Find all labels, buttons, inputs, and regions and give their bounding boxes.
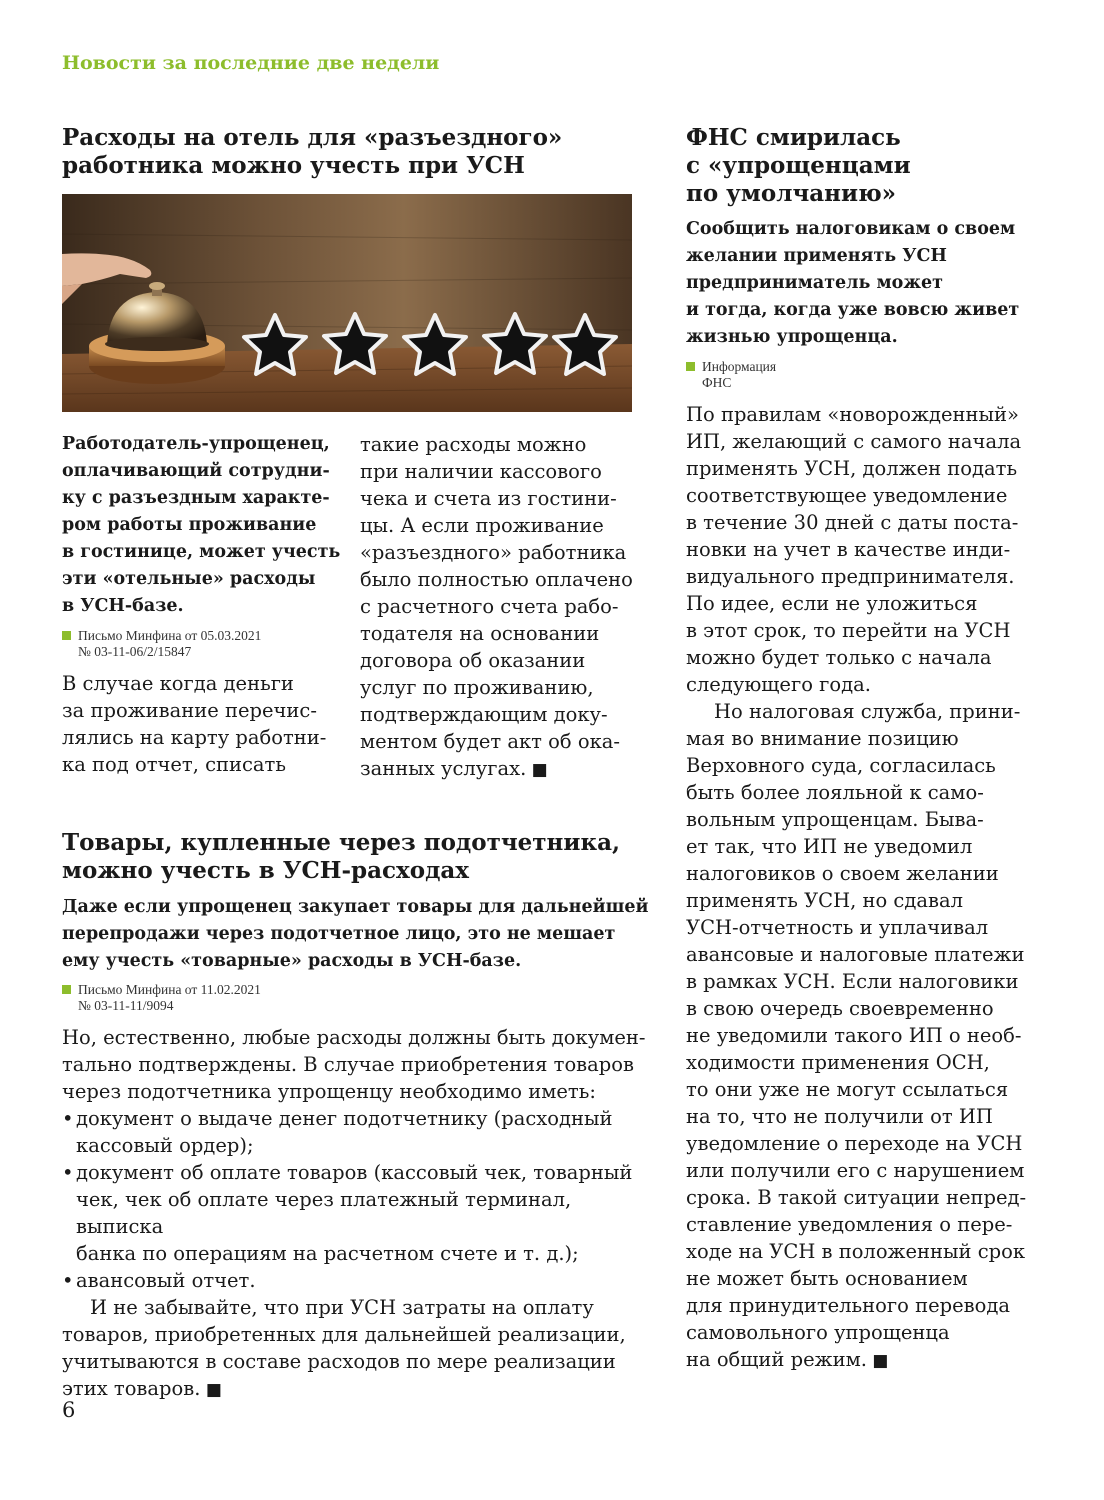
lead-line: предприниматель может (686, 273, 944, 293)
body-line: Но налоговая служба, прини- (714, 700, 1021, 723)
hotel-bell-illustration (62, 194, 632, 412)
source-line: Письмо Минфина от 05.03.2021 (78, 628, 262, 643)
body-line: применять УСН, но сдавал (686, 889, 963, 912)
article3-lead (686, 216, 1046, 351)
green-square-bullet-icon (62, 985, 71, 994)
body-line: чека и счета из гостини- (360, 487, 617, 510)
body-line: самовольного упрощенца (686, 1321, 950, 1344)
body-line: товаров, приобретенных для дальнейшей реализации, (62, 1323, 626, 1346)
body-line: ходе на УСН в положенный срок (686, 1240, 1026, 1263)
source-line: № 03-11-11/9094 (78, 998, 174, 1013)
body-line: применять УСН, должен подать (686, 457, 1018, 480)
lead-line: Сообщить налоговикам о своем (686, 219, 1016, 239)
article1-body-right (360, 431, 645, 784)
lead-line: ему учесть «товарные» расходы в УСН-базе. (62, 951, 522, 971)
lead-line: в УСН-базе. (62, 596, 184, 616)
article3-title-line: с «упрощенцами (686, 152, 911, 179)
body-line: ка под отчет, списать (62, 753, 286, 776)
body-line: срока. В такой ситуации непред- (686, 1186, 1027, 1209)
article2-title (62, 829, 652, 885)
body-line: «разъездного» работника (360, 541, 627, 564)
body-line: ставление уведомления о пере- (686, 1213, 1013, 1236)
article3-title (686, 124, 1046, 208)
hotel-bell-stars-image (62, 194, 632, 412)
body-line: ментом будет акт об ока- (360, 730, 620, 753)
list-item-line: банка по операциям на расчетном счете и т. д.); (76, 1242, 579, 1265)
body-line: ходимости применения ОСН, (686, 1051, 990, 1074)
body-line: соответствующее уведомление (686, 484, 1008, 507)
body-line: По правилам «новорожденный» (686, 403, 1019, 426)
body-line: цы. А если проживание (360, 514, 604, 537)
body-line: новки на учет в качестве инди- (686, 538, 1011, 561)
body-line: или получили его с нарушением (686, 1159, 1025, 1182)
body-line: тально подтверждены. В случае приобретения товаров (62, 1053, 634, 1076)
body-line: то они уже не могут ссылаться (686, 1078, 1009, 1101)
body-line: в свою очередь своевременно (686, 997, 994, 1020)
list-item (62, 1159, 652, 1267)
body-line: не может быть основанием (686, 1267, 968, 1290)
body-line: авансовые и налоговые платежи (686, 943, 1025, 966)
lead-line: и тогда, когда уже вовсю живет (686, 300, 1020, 320)
body-line: В случае когда деньги (62, 672, 294, 695)
body-line: тодателя на основании (360, 622, 600, 645)
body-line: в рамках УСН. Если налоговики (686, 970, 1019, 993)
lead-line: эти «отельные» расходы (62, 569, 316, 589)
body-line-end: занных услугах. ■ (360, 755, 645, 784)
body-line: учитываются в составе расходов по мере реализации (62, 1350, 616, 1373)
body-line: УСН-отчетность и уплачивал (686, 916, 989, 939)
body-line-end: на общий режим. ■ (686, 1346, 1046, 1375)
body-line: такие расходы можно (360, 433, 587, 456)
lead-line: ку с разъездным характе- (62, 488, 330, 508)
body-line: уведомление о переходе на УСН (686, 1132, 1023, 1155)
body-line: через подотчетника упрощенцу необходимо иметь: (62, 1080, 596, 1103)
article1-title-text (62, 124, 642, 180)
article3-para2 (686, 698, 1046, 1375)
body-line: быть более лояльной к само- (686, 781, 984, 804)
lead-line: Даже если упрощенец закупает товары для дальнейшей (62, 897, 649, 917)
body-line: видуального предпринимателя. (686, 565, 1015, 588)
body-line: можно будет только с начала (686, 646, 992, 669)
list-item (62, 1267, 652, 1294)
body-line: договора об оказании (360, 649, 586, 672)
article2-closing (62, 1294, 652, 1404)
body-line: подтверждающим доку- (360, 703, 608, 726)
article1-source (62, 628, 347, 660)
body-line: услуг по проживанию, (360, 676, 594, 699)
source-line: Письмо Минфина от 11.02.2021 (78, 982, 261, 997)
article2-title-line: можно учесть в УСН-расходах (62, 857, 470, 884)
lead-line: желании применять УСН (686, 246, 947, 266)
article2-title-line: Товары, купленные через подотчетника, (62, 829, 620, 856)
article3-para1 (686, 401, 1046, 698)
list-item-line: • авансовый отчет. (76, 1269, 256, 1292)
article2-lead (62, 894, 652, 975)
list-item-line: кассовый ордер); (76, 1134, 254, 1157)
body-line: с расчетного счета рабо- (360, 595, 619, 618)
required-documents-list (62, 1105, 652, 1294)
article2 (62, 829, 652, 1404)
article1-body-left (62, 670, 347, 778)
lead-line: перепродажи через подотчетное лицо, это не мешает (62, 924, 616, 944)
article2-intro (62, 1024, 652, 1105)
article1-lead (62, 431, 347, 620)
body-line-end: этих товаров. ■ (62, 1375, 652, 1404)
lead-line: жизнью упрощенца. (686, 327, 898, 347)
body-line: По идее, если не уложиться (686, 592, 978, 615)
lead-line: в гостинице, может учесть (62, 542, 341, 562)
body-line: в этот срок, то перейти на УСН (686, 619, 1011, 642)
body-line: ИП, желающий с самого начала (686, 430, 1022, 453)
article3 (686, 124, 1046, 1375)
body-line: ет так, что ИП не уведомил (686, 835, 973, 858)
section-label: Новости за последние две недели (62, 52, 440, 74)
body-line: при наличии кассового (360, 460, 602, 483)
body-line: налоговиков о своем желании (686, 862, 999, 885)
body-line: следующего года. (686, 673, 871, 696)
lead-line: оплачивающий сотрудни- (62, 461, 330, 481)
body-line: не уведомили такого ИП о необ- (686, 1024, 1022, 1047)
green-square-bullet-icon (62, 631, 71, 640)
lead-line: Работодатель-упрощенец, (62, 434, 330, 454)
list-item-line: • документ об оплате товаров (кассовый чек, товарный (76, 1161, 633, 1184)
source-line: Информация (702, 359, 777, 374)
body-line: на то, что не получили от ИП (686, 1105, 993, 1128)
article3-title-line: ФНС смирилась (686, 124, 901, 151)
body-line: было полностью оплачено (360, 568, 633, 591)
article3-title-line: по умолчанию» (686, 180, 897, 207)
lead-line: ром работы проживание (62, 515, 317, 535)
article1-title-line: Расходы на отель для «разъездного» (62, 124, 563, 151)
body-line: в течение 30 дней с даты поста- (686, 511, 1019, 534)
body-line: за проживание перечис- (62, 699, 317, 722)
body-line: И не забывайте, что при УСН затраты на оплату (90, 1296, 594, 1319)
list-item-line: чек, чек об оплате через платежный терминал, выписка (76, 1188, 572, 1238)
body-line: Верховного суда, согласилась (686, 754, 996, 777)
article1-title (62, 124, 642, 180)
list-item-line: • документ о выдаче денег подотчетнику (расходный (76, 1107, 613, 1130)
body-line: для принудительного перевода (686, 1294, 1010, 1317)
article2-source (62, 982, 652, 1014)
body-line: Но, естественно, любые расходы должны быть докумен- (62, 1026, 646, 1049)
body-line: лялись на карту работни- (62, 726, 327, 749)
green-square-bullet-icon (686, 362, 695, 371)
list-item (62, 1105, 652, 1159)
body-line: вольным упрощенцам. Быва- (686, 808, 984, 831)
body-line: мая во внимание позицию (686, 727, 959, 750)
article3-source (686, 359, 1046, 391)
page-number: 6 (62, 1398, 76, 1422)
article1-left-column (62, 431, 347, 778)
source-line: № 03-11-06/2/15847 (78, 644, 192, 659)
source-line: ФНС (702, 375, 732, 390)
article1-title-line: работника можно учесть при УСН (62, 152, 525, 179)
